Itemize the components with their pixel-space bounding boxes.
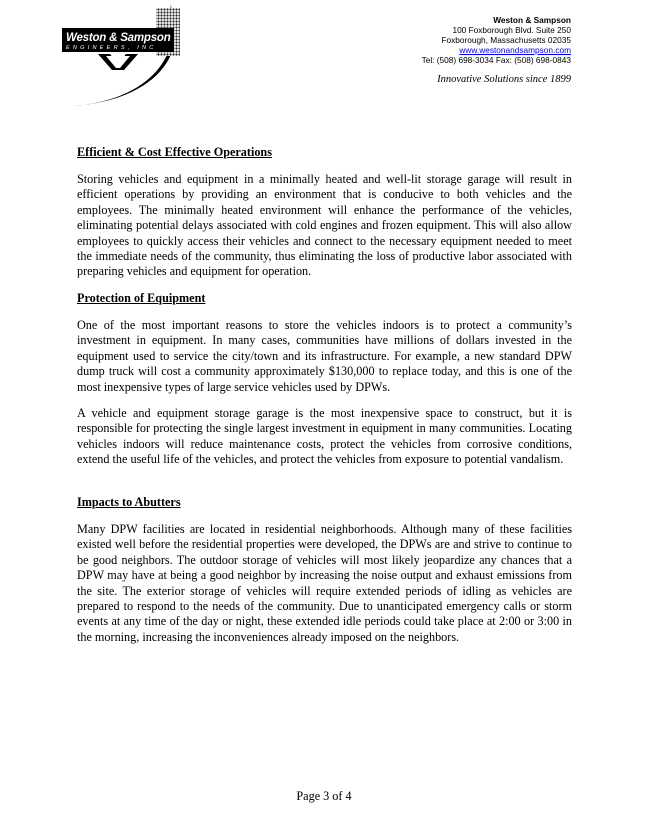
address-line-1: 100 Foxborough Blvd. Suite 250 — [452, 25, 571, 35]
section-heading-impacts-abutters: Impacts to Abutters — [77, 495, 181, 509]
paragraph-protection-equipment-2: A vehicle and equipment storage garage is the most inexpensive space to construct, but it is responsible for protecting the single largest investment in equipment in many communities. Locating vehicles indoors will reduce maintenance costs, protect the vehicles from corrosive conditions, extend the useful life of the vehicles, and protect the vehicles from exposure to potential vandalism. — [77, 406, 572, 467]
tagline: Innovative Solutions since 1899 — [437, 74, 571, 85]
address-line-2: Foxborough, Massachusetts 02035 — [441, 35, 571, 45]
section-heading-protection-equipment: Protection of Equipment — [77, 291, 206, 305]
paragraph-impacts-abutters: Many DPW facilities are located in residential neighborhoods. Although many of these facilities existed well before the residential properties were developed, the DPWs are and strive to continue to be good neighbors. The outdoor storage of vehicles will most likely jeopardize any chances that a DPW may have at being a good neighbor by increasing the noise output and exhaust emissions from the site. The exterior storage of vehicles will require extended periods of idling as vehicles are prepared to respond to the needs of the community. Due to unanticipated emergency calls or storm events at any time of the day or night, these extended idle periods could take place at 2:00 or 3:00 in the morning, increasing the inconveniences already imposed on the neighbors. — [77, 522, 572, 644]
phone-fax: Tel: (508) 698-3034 Fax: (508) 698-0843 — [421, 55, 571, 65]
logo-graphic — [58, 2, 198, 108]
logo-name: Weston & Sampson — [66, 32, 171, 44]
paragraph-protection-equipment-1: One of the most important reasons to store the vehicles indoors is to protect a community’s investment in equipment. In many cases, communities have millions of dollars invested in the equipment used to service the city/town and its infrastructure. For example, a new standard DPW dump truck will cost a community approximately $130,000 to replace today, and this is one of the most inexpensive types of large service vehicles used by DPWs. — [77, 318, 572, 394]
paragraph-efficient-operations: Storing vehicles and equipment in a minimally heated and well-lit storage garage will result in efficient operations by providing an environment that is conducive to both vehicles and the employees. The minimally heated environment will enhance the performance of the vehicles, eliminating potential delays associated with cold engines and frozen equipment. This will also allow employees to quickly access their vehicles and connect to the necessary equipment needed to meet the immediate needs of the community, thus eliminating the loss of productive labor associated with preparing vehicles and equipment for operation. — [77, 172, 572, 279]
logo-subtitle: ENGINEERS, INC — [66, 45, 157, 51]
company-address-block — [422, 15, 571, 65]
company-name: Weston & Sampson — [493, 15, 571, 25]
company-logo — [58, 2, 198, 108]
section-heading-efficient-operations: Efficient & Cost Effective Operations — [77, 145, 272, 159]
page-number: Page 3 of 4 — [296, 789, 352, 803]
website-link[interactable]: www.westonandsampson.com — [459, 45, 571, 55]
